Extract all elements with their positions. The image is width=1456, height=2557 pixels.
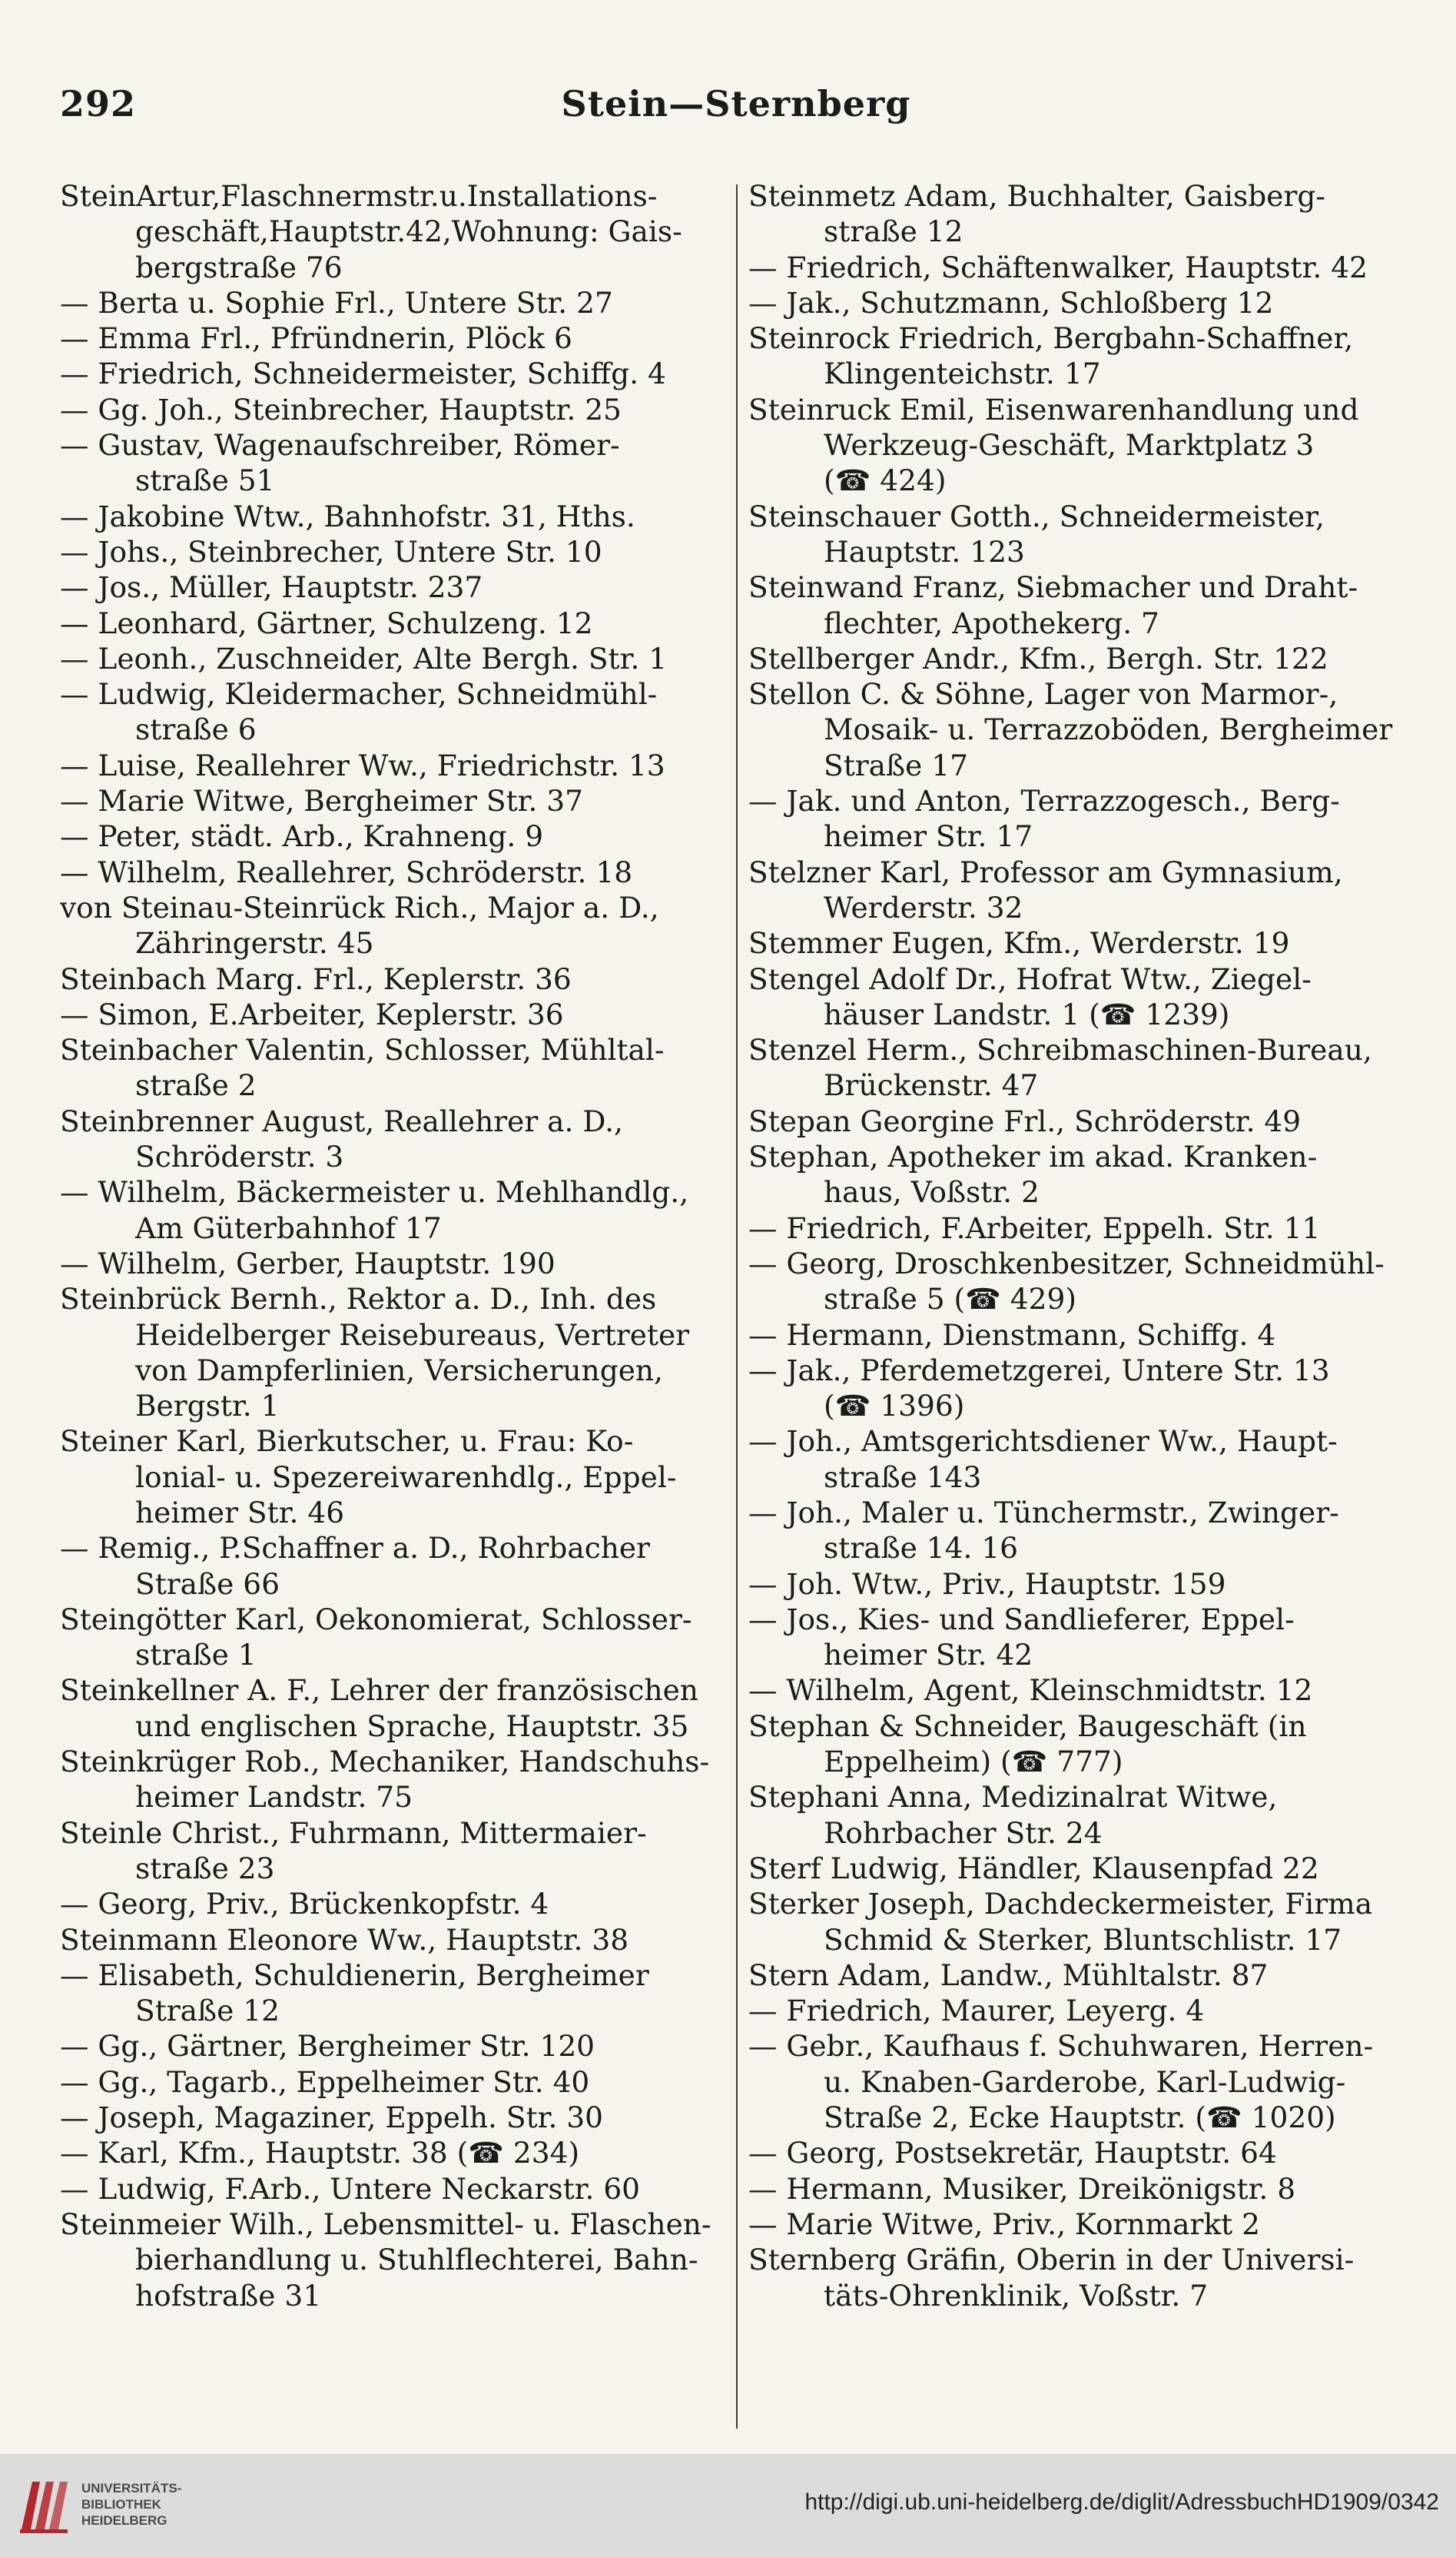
directory-entry-line: (☎ 1396) — [824, 1389, 965, 1423]
right-column — [748, 178, 1412, 2313]
directory-entry-line: — Joseph, Magaziner, Eppelh. Str. 30 — [60, 2100, 604, 2135]
footer-bar — [0, 2454, 1456, 2557]
directory-entry-line: — Jak. und Anton, Terrazzogesch., Berg- — [748, 784, 1340, 819]
directory-entry-line: straße 23 — [135, 1851, 275, 1885]
library-name — [81, 2480, 181, 2529]
directory-entry-line: Heidelberger Reisebureaus, Vertreter — [135, 1317, 690, 1352]
directory-entry-line: Stellon C. & Söhne, Lager von Marmor-, — [748, 677, 1338, 712]
directory-entry-line: und englischen Sprache, Hauptstr. 35 — [135, 1709, 689, 1743]
directory-entry-line: Stephan, Apotheker im akad. Kranken- — [748, 1140, 1318, 1174]
directory-entry-line: Stephan & Schneider, Baugeschäft (in — [748, 1709, 1307, 1743]
directory-entry-line: Straße 66 — [135, 1566, 280, 1601]
directory-entry-line: — Jak., Pferdemetzgerei, Untere Str. 13 — [748, 1353, 1330, 1387]
directory-entry-line: — Wilhelm, Agent, Kleinschmidtstr. 12 — [748, 1673, 1313, 1708]
directory-entry-line: — Wilhelm, Gerber, Hauptstr. 190 — [60, 1246, 556, 1280]
directory-entry-line: Schmid & Sterker, Bluntschlistr. 17 — [824, 1922, 1342, 1957]
directory-entry-line: — Joh., Maler u. Tünchermstr., Zwinger- — [748, 1495, 1339, 1529]
directory-entry-line: — Jak., Schutzmann, Schloßberg 12 — [748, 285, 1274, 320]
directory-entry-line: Hauptstr. 123 — [824, 534, 1025, 569]
directory-entry-line: Steinkellner A. F., Lehrer der französischen — [60, 1673, 698, 1708]
directory-entry-line: — Johs., Steinbrecher, Untere Str. 10 — [60, 534, 602, 569]
directory-entry-line: Werkzeug-Geschäft, Marktplatz 3 — [824, 428, 1315, 463]
directory-entry-line: — Friedrich, Maurer, Leyerg. 4 — [748, 1994, 1205, 2028]
directory-entry-line: Sternberg Gräfin, Oberin in der Universi- — [748, 2243, 1355, 2277]
directory-entry-line: — Joh. Wtw., Priv., Hauptstr. 159 — [748, 1566, 1226, 1601]
directory-entry-line: — Berta u. Sophie Frl., Untere Str. 27 — [60, 285, 613, 320]
directory-entry-line: bergstraße 76 — [135, 250, 343, 284]
directory-entry-line: Stelzner Karl, Professor am Gymnasium, — [748, 855, 1343, 889]
directory-entry-line: flechter, Apothekerg. 7 — [824, 606, 1159, 640]
directory-entry-line: — Leonhard, Gärtner, Schulzeng. 12 — [60, 606, 593, 640]
directory-entry-line: — Gg. Joh., Steinbrecher, Hauptstr. 25 — [60, 392, 622, 427]
directory-entry-line: Bergstr. 1 — [135, 1389, 280, 1423]
directory-entry-line: — Marie Witwe, Bergheimer Str. 37 — [60, 784, 584, 819]
directory-entry-line: Steinmeier Wilh., Lebensmittel- u. Flaschen- — [60, 2207, 711, 2241]
directory-entry-line: straße 6 — [135, 712, 257, 747]
directory-entry-line: Steinbrenner August, Reallehrer a. D., — [60, 1104, 623, 1138]
library-name-line: HEIDELBERG — [81, 2513, 167, 2528]
directory-entry-line: Steinruck Emil, Eisenwarenhandlung und — [748, 392, 1359, 427]
directory-entry-line: — Gustav, Wagenaufschreiber, Römer- — [60, 428, 620, 463]
page-header — [60, 83, 1412, 137]
library-name-line: BIBLIOTHEK — [81, 2497, 161, 2512]
directory-entry-line: — Karl, Kfm., Hauptstr. 38 (☎ 234) — [60, 2136, 580, 2170]
directory-entry-line: Steinbacher Valentin, Schlosser, Mühltal- — [60, 1033, 665, 1068]
directory-entry-line: von Dampferlinien, Versicherungen, — [135, 1353, 663, 1387]
directory-entry-line: — Luise, Reallehrer Ww., Friedrichstr. 13 — [60, 748, 665, 782]
directory-entry-line: Steingötter Karl, Oekonomierat, Schlosser- — [60, 1602, 692, 1636]
directory-entry-line: — Elisabeth, Schuldienerin, Bergheimer — [60, 1958, 649, 1992]
page-title: Stein—Sternberg — [561, 83, 911, 125]
directory-entry-line: Mosaik- u. Terrazzoböden, Bergheimer — [824, 712, 1393, 747]
directory-entry-line: Steinwand Franz, Siebmacher und Draht- — [748, 570, 1358, 605]
directory-entry-line: Straße 2, Ecke Hauptstr. (☎ 1020) — [824, 2100, 1336, 2135]
directory-entry-line: Steinschauer Gotth., Schneidermeister, — [748, 499, 1325, 533]
directory-entry-line: — Hermann, Musiker, Dreikönigstr. 8 — [748, 2171, 1296, 2206]
directory-entry-line: — Jos., Kies- und Sandlieferer, Eppel- — [748, 1602, 1295, 1636]
directory-entry-line: Stemmer Eugen, Kfm., Werderstr. 19 — [748, 926, 1290, 961]
directory-entry-line: Rohrbacher Str. 24 — [824, 1815, 1103, 1850]
directory-entry-line: heimer Str. 46 — [135, 1495, 345, 1529]
directory-entry-line: straße 51 — [135, 463, 275, 498]
library-name-line: UNIVERSITÄTS- — [81, 2481, 182, 2496]
directory-entry-line: straße 12 — [824, 214, 963, 249]
directory-entry-line: — Gg., Tagarb., Eppelheimer Str. 40 — [60, 2064, 590, 2099]
directory-entry-line: Steinle Christ., Fuhrmann, Mittermaier- — [60, 1815, 647, 1850]
left-column — [60, 178, 727, 2313]
directory-entry-line: Stepan Georgine Frl., Schröderstr. 49 — [748, 1104, 1302, 1138]
directory-entry-line: straße 1 — [135, 1638, 257, 1672]
directory-entry-line: straße 2 — [135, 1068, 257, 1103]
directory-entry-line: straße 14. 16 — [824, 1531, 1019, 1566]
directory-entry-line: — Jakobine Wtw., Bahnhofstr. 31, Hths. — [60, 499, 635, 533]
directory-entry-line: Schröderstr. 3 — [135, 1140, 344, 1174]
directory-entry-line: bierhandlung u. Stuhlflechterei, Bahn- — [135, 2243, 698, 2277]
directory-entry-line: Am Güterbahnhof 17 — [135, 1210, 442, 1245]
directory-entry-line: Steinbach Marg. Frl., Keplerstr. 36 — [60, 961, 572, 996]
directory-entry-line: SteinArtur,Flaschnermstr.u.Installations- — [60, 179, 658, 213]
directory-entry-line: Steinbrück Bernh., Rektor a. D., Inh. des — [60, 1282, 657, 1317]
directory-entry-line: — Wilhelm, Bäckermeister u. Mehlhandlg., — [60, 1175, 689, 1210]
directory-entry-line: — Marie Witwe, Priv., Kornmarkt 2 — [748, 2207, 1261, 2241]
directory-entry-line: Stengel Adolf Dr., Hofrat Wtw., Ziegel- — [748, 961, 1312, 996]
directory-entry-line: Steinrock Friedrich, Bergbahn-Schaffner, — [748, 321, 1354, 356]
directory-entry-line: — Ludwig, Kleidermacher, Schneidmühl- — [60, 677, 658, 712]
directory-entry-line: Stellberger Andr., Kfm., Bergh. Str. 122 — [748, 641, 1328, 676]
directory-entry-line: Brückenstr. 47 — [824, 1068, 1039, 1103]
directory-entry-line: hofstraße 31 — [135, 2278, 322, 2313]
directory-entry-line: von Steinau-Steinrück Rich., Major a. D., — [60, 890, 659, 925]
directory-entry-line: Steinkrüger Rob., Mechaniker, Handschuhs- — [60, 1745, 710, 1779]
directory-entry-line: Steinmetz Adam, Buchhalter, Gaisberg- — [748, 179, 1326, 213]
directory-entry-line: häuser Landstr. 1 (☎ 1239) — [824, 997, 1230, 1031]
directory-entry-line: — Friedrich, Schäftenwalker, Hauptstr. 42 — [748, 250, 1368, 284]
directory-entry-line: Zähringerstr. 45 — [135, 926, 374, 961]
directory-entry-line: Sterker Joseph, Dachdeckermeister, Firma — [748, 1887, 1373, 1921]
directory-entry-line: Sterf Ludwig, Händler, Klausenpfad 22 — [748, 1851, 1319, 1885]
directory-entry-line: Stern Adam, Landw., Mühltalstr. 87 — [748, 1958, 1269, 1992]
directory-entry-line: — Joh., Amtsgerichtsdiener Ww., Haupt- — [748, 1424, 1338, 1459]
directory-entry-line: — Friedrich, Schneidermeister, Schiffg. 4 — [60, 357, 666, 391]
directory-entry-line: heimer Str. 17 — [824, 819, 1033, 854]
directory-entry-line: Stephani Anna, Medizinalrat Witwe, — [748, 1780, 1278, 1815]
directory-entry-line: Steinmann Eleonore Ww., Hauptstr. 38 — [60, 1922, 629, 1957]
directory-entry-line: Werderstr. 32 — [824, 890, 1023, 925]
directory-entry-line: u. Knaben-Garderobe, Karl-Ludwig- — [824, 2064, 1346, 2099]
directory-entry-line: Stenzel Herm., Schreibmaschinen-Bureau, — [748, 1033, 1372, 1068]
directory-entry-line: — Friedrich, F.Arbeiter, Eppelh. Str. 11 — [748, 1210, 1321, 1245]
directory-entry-line: — Emma Frl., Pfründnerin, Plöck 6 — [60, 321, 572, 356]
directory-entry-line: — Jos., Müller, Hauptstr. 237 — [60, 570, 483, 605]
directory-entry-line: — Wilhelm, Reallehrer, Schröderstr. 18 — [60, 855, 633, 889]
directory-entry-line: — Remig., P.Schaffner a. D., Rohrbacher — [60, 1531, 650, 1566]
directory-entry-line: — Simon, E.Arbeiter, Keplerstr. 36 — [60, 997, 564, 1031]
directory-entry-line: lonial- u. Spezereiwarenhdlg., Eppel- — [135, 1459, 677, 1494]
column-divider — [736, 184, 738, 2429]
directory-entry-line: — Georg, Postsekretär, Hauptstr. 64 — [748, 2136, 1277, 2170]
directory-entry-line: straße 143 — [824, 1459, 982, 1494]
directory-entry-line: heimer Str. 42 — [824, 1638, 1033, 1672]
directory-entry-line: — Gg., Gärtner, Bergheimer Str. 120 — [60, 2029, 595, 2064]
directory-entry-line: (☎ 424) — [824, 463, 947, 498]
directory-entry-line: — Leonh., Zuschneider, Alte Bergh. Str. 1 — [60, 641, 668, 676]
library-seal-icon — [17, 2476, 71, 2535]
directory-entry-line: heimer Landstr. 75 — [135, 1780, 413, 1815]
directory-entry-line: Steiner Karl, Bierkutscher, u. Frau: Ko- — [60, 1424, 634, 1459]
directory-entry-line: — Hermann, Dienstmann, Schiffg. 4 — [748, 1317, 1276, 1352]
directory-entry-line: — Gebr., Kaufhaus f. Schuhwaren, Herren- — [748, 2029, 1374, 2064]
directory-entry-line: — Georg, Priv., Brückenkopfstr. 4 — [60, 1887, 549, 1921]
source-url-link[interactable]: http://digi.ub.uni-heidelberg.de/diglit/AdressbuchHD1909/0342 — [804, 2489, 1439, 2515]
directory-entry-line: — Ludwig, F.Arb., Untere Neckarstr. 60 — [60, 2171, 641, 2206]
directory-entry-line: straße 5 (☎ 429) — [824, 1282, 1077, 1317]
directory-entry-line: geschäft,Hauptstr.42,Wohnung: Gais- — [135, 214, 682, 249]
directory-entry-line: Klingenteichstr. 17 — [824, 357, 1101, 391]
directory-entry-line: Straße 12 — [135, 1994, 280, 2028]
directory-entry-line: täts-Ohrenklinik, Voßstr. 7 — [824, 2278, 1209, 2313]
directory-entry-line: haus, Voßstr. 2 — [824, 1175, 1040, 1210]
page-number: 292 — [60, 83, 137, 125]
directory-entry-line: — Georg, Droschkenbesitzer, Schneidmühl- — [748, 1246, 1385, 1280]
directory-entry-line: Straße 17 — [824, 748, 968, 782]
directory-entry-line: — Peter, städt. Arb., Krahneng. 9 — [60, 819, 544, 854]
directory-entry-line: Eppelheim) (☎ 777) — [824, 1745, 1123, 1779]
